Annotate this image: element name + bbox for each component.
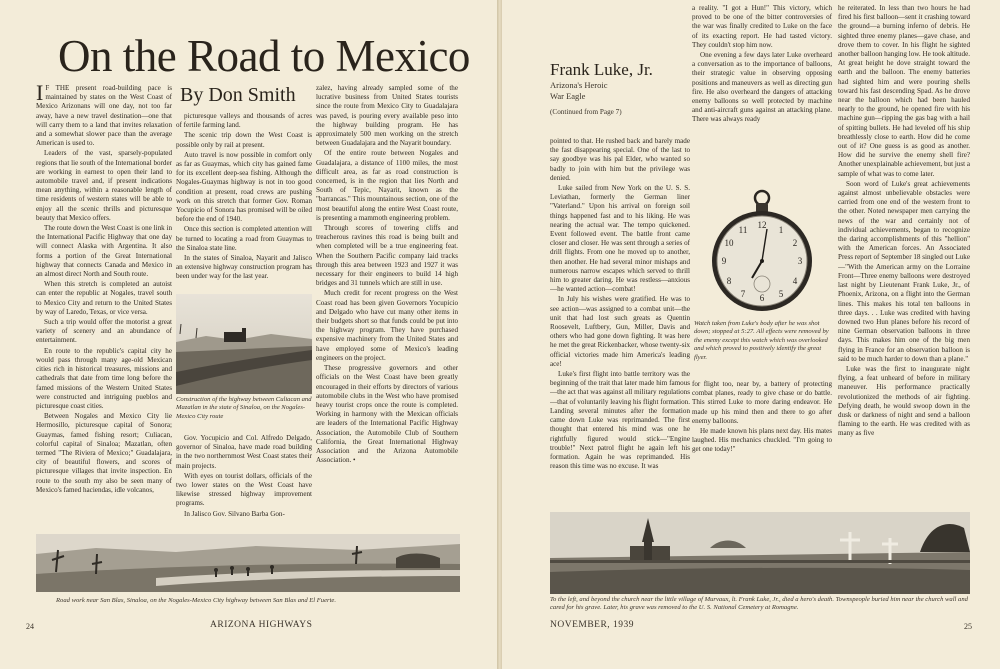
paragraph: Luke was the first to inaugurate night flying, a feat unheard of before in military maneuver. His performance practically revolutionized the methods of air fighting. Defying death, he would swoop down in the dusk or darkness of night and send a balloon flaming to the earth. He was credited with as many as five: [838, 364, 970, 438]
paragraph: Such a trip would offer the motorist a great variety of scenery and an abundance of entertainment.: [36, 318, 172, 345]
left-column-3: [316, 84, 458, 554]
paragraph: I F THE present road-building pace is maintained by states on the West Coast of Mexico Arizonans will one day, not too far away, have a new travel destination—one that will carry them to a land that invites relaxation and a somewhat slower pace than the average American is used to.: [36, 84, 172, 148]
svg-text:9: 9: [721, 256, 727, 266]
road-work-photo: [36, 534, 460, 592]
paragraph: picturesque valleys and thousands of acres of fertile farming land.: [176, 112, 312, 130]
svg-text:4: 4: [792, 276, 798, 286]
paragraph: In Jalisco Gov. Silvano Barba Gon-: [184, 509, 285, 518]
article-title: On the Road to Mexico: [58, 31, 470, 81]
left-page: [0, 0, 498, 669]
svg-text:2: 2: [792, 238, 798, 248]
paragraph: pointed to that. He rushed back and barely made the fast disappearing special. One of the last to say goodbye was his pal Elder, who wanted so badly to join with him but the privilege was denied.: [550, 137, 690, 182]
paragraph: a reality. "I got a Hun!" This victory, which proved to be one of the bitter controversies of the war was finally credited to Luke on the face of its exacting report. He had tasted victory. They couldn't stop him now.: [692, 4, 832, 49]
issue-date: NOVEMBER, 1939: [550, 620, 635, 630]
highway-construction-photo: [176, 294, 312, 394]
svg-text:6: 6: [759, 293, 765, 303]
heading-subtitle: Arizona's Heroic: [550, 80, 608, 90]
svg-text:1: 1: [778, 225, 784, 235]
svg-text:5: 5: [778, 289, 784, 299]
paragraph: When this stretch is completed an autoist can enter the republic at Nogales, travel south to Mexico City and return to the United States by way of Laredo, Texas, or vice versa.: [36, 280, 172, 316]
paragraph: Once this section is completed attention will be turned to locating a road from Guaymas to the Sinaloa state line.: [176, 225, 312, 252]
paragraph: The route down the West Coast is one link in the International Pacific Highway that one day will connect Alaska with Argentina. It also forms a portion of the Great International highway that connects Canada and Mexico in an almost direct North and South route.: [36, 224, 172, 279]
paragraph: zalez, having already sampled some of the lucrative business from United States tourists since the route from Mexico City to Guadalajara was paved, is pouring every available peso into the highway building program. He has approximately 500 men working on the stretch between Guadalajara and the Nayarit boundary.: [316, 84, 458, 148]
magazine-name: ARIZONA HIGHWAYS: [210, 620, 313, 630]
svg-text:7: 7: [740, 289, 746, 299]
paragraph: Leaders of the vast, sparsely-populated regions that lie south of the International border are working in earnest to open their land to automobile travel and, if present indications mean anything, within a reasonable length of time residents of western states will be able to enjoy all the scenic thrills and picturesque beauty that Mexico offers.: [36, 149, 172, 222]
right-page: [502, 0, 1000, 669]
paragraph: One evening a few days later Luke overheard a conversation as to the importance of balloons, their strategic value in observing opposing positions and maneuvers as well as directing gun fire. He also overheard the dangers of attacking enemy balloons so well protected by machine and anti-aircraft guns against an attacking plane. There was always ready: [692, 51, 832, 124]
paragraph: In July his wishes were gratified. He was to see action—was assigned to a combat unit—the unit that had lost such greats as Quentin Roosevelt, Luftbery, Gun, Miller, Davis and others who had gone down fighting. It was here he met the great Rickenbacker, whose twenty-six official victories made him America's leading ace!: [550, 295, 690, 368]
paragraph: The scenic trip down the West Coast is possible only by rail at present.: [176, 131, 312, 149]
right-column-3: [838, 4, 970, 524]
svg-text:11: 11: [738, 225, 748, 235]
bottom-photo-caption: Road work near San Blas, Sinaloa, on the Nogales-Mexico City highway between San Blas and El Fuerte.: [56, 597, 337, 604]
left-column-1: [36, 84, 172, 554]
svg-text:10: 10: [724, 238, 734, 248]
paragraph: Auto travel is now possible in comfort only as far as Guaymas, which city has gained fame for its excellent deep-sea fishing. Although the Nogales-Guaymas highway is not in too good condition at present, road crews are pushing work on this stretch that former Gov. Roman Yocupicio of Sonora has promised will be oiled before the end of 1940.: [176, 150, 312, 224]
paragraph: With eyes on tourist dollars, officials of the two lower states on the West Coast have likewise stressed highway improvement programs.: [176, 471, 312, 508]
continued-note: (Continued from Page 7): [550, 108, 622, 116]
bottom-photo-caption: To the left, and beyond the church near the little village of Murvaux, lt. Frank Luke, Jr., died a hero's death. Townspeople buried him near the church wall and cared for his grave. Later, his grave was removed to the U. S. National Cemetery at Romagne.: [550, 596, 968, 612]
paragraph: Soon word of Luke's great achievements against almost unbelievable obstacles were carried from one end of the western front to the other. Noted newspaper men carrying the news of the war and certainly not of individual achievements, began to recognize the daring accomplishments of this "hellion" with the American forces. An Associated Press report of September 18 singled out Luke—"With the American army on the Lorraine Front—Three enemy balloons were destroyed last night by Lieutenant Frank Luke, Jr., of Phoenix, Arizona, on a flight into the German lines. This makes his total ten balloons in three days. . . Luke was credited with having downed two Hun planes before his record of nine German observation balloons in three days. This makes him one of the big men flying in France for an observation balloon is said to be much harder to down than a plane.": [838, 179, 970, 363]
paragraph: In the states of Sinaloa, Nayarit and Jalisco an extensive highway construction program has been under way for the last year.: [176, 254, 312, 281]
right-column-1: [550, 137, 690, 523]
page-number-left: 24: [26, 622, 34, 631]
paragraph: Luke's first flight into battle territory was the beginning of the trait that later made him famous—the act that was against all military regulations—that of voluntarily leaving his flight formation. Landing several minutes after the formation came down Luke was reprimanded. The first thought that entered his mind was one he rightfully figured would stick—"Engine trouble!" Next patrol flight he again left his formation. Again he was reprimanded. His reason this time was no excuse. It was: [550, 370, 690, 471]
right-column-2-top: [692, 4, 832, 188]
svg-text:8: 8: [726, 276, 732, 286]
pocket-watch-photo: [692, 188, 832, 318]
heading-subtitle: War Eagle: [550, 91, 586, 101]
page-number-right: 25: [964, 622, 972, 631]
paragraph: for flight too, near by, a battery of protecting combat planes, ready to give chase or do battle. This stirred Luke to more daring endeavor. He made up his mind then and there to go after enemy balloons.: [692, 380, 832, 425]
paragraph: he reiterated. In less than two hours he had fired his first balloon—sent it crashing toward the ground—a burning inferno of debris. He sighted three enemy planes—gave chase, and drove them to cover. In his flight he sighted another balloon hanging low. He took altitude. At great height he dove straight toward the earth and the balloon. The enemy batteries had sighted him and were pouring shells toward his fast descending Spad. As he drove near the balloon which had been hauled nearly to the ground, he opened fire with his machine gun—ripping the gas bag with a hail of spitting bullets. He had leveled off his ship breathlessly close to earth. How did he come out of it? One guess is as good as another. How did he survive the enemy shell fire? Another unexplainable achievement, but just a sample of what was to come later.: [838, 4, 970, 178]
watch-caption: Watch taken from Luke's body after he was shot down; stopped at 5:27. All effects were removed by the enemy except this watch which was overlooked and which proved to positively identify the great flyer.: [694, 320, 829, 361]
paragraph: Luke sailed from New York on the U. S. S. Leviathan, formerly the German liner "Vaterland." Upon his arrival on foreign soil things happened fast and to his liking. He was nearing the actual war. The tempo quickened. Event followed event. The battle front came closer and closer. He was sent through a series of drill flights. From one he moved up to another, then another. He had several minor mishaps and numerous narrow escapes which served to thrill him to greater daring. He was restless—anxious—he wanted action—combat!: [550, 184, 690, 294]
article-heading: [550, 60, 653, 116]
paragraph: Between Nogales and Mexico City lie Hermosillo, picturesque capital of Sonora; Guaymas, famed fishing resort; Culiacan, colorful capital of Sinaloa; Mazatlan, often termed "The Riviera of Mexico;" Guadalajara, city of beautiful flowers, and scores of picturesque villages that invite inspection. En route to the south my also be seen many of Mexico's famed haciendas, idle volcanos,: [36, 412, 172, 494]
paragraph: Gov. Yocupicio and Col. Alfredo Delgado, governor of Sinaloa, have made road building in the two northernmost West Coast states their main projects.: [176, 434, 312, 470]
left-column-2-top: [176, 112, 312, 288]
paragraph: These progressive governors and other officials on the West Coast have been greatly encouraged in their efforts by directors of various automobile clubs in the West who have promised heavy tourist crops once the route is completed. Working in harmony with the Mexican officials are leaders of the International Pacific Highway Association, the Automobile Club of Southern California, the Great International Highway Association and the Arizona Automobile Association. •: [316, 364, 458, 465]
photo-caption: Construction of the highway between Culiacan and Mazatlan in the state of Sinaloa, on the Nogales-Mexico City route: [176, 396, 312, 420]
svg-text:3: 3: [797, 256, 803, 266]
murvaux-church-photo: [550, 512, 970, 594]
paragraph: Much credit for recent progress on the West Coast road has been given Governors Yocupicio and Delgado who have cut many other items in their budgets short so that funds could be put into the highway program. They have purchased expensive machinery from the United States and have employed some of Mexico's leading engineers on the project.: [316, 289, 458, 362]
paragraph: Through scores of towering cliffs and treacherous ravines this road is being built and when completed will be a true engineering feat. When the Southern Pacific company laid tracks through this area between 1923 and 1927 it was necessary for their engineers to build 14 high bridges and 31 tunnels which are still in use.: [316, 224, 458, 288]
paragraph: En route to the republic's capital city he would pass through many age-old Mexican cities rich in historical treasures, missions and cathedrals that date from time long before the famed missions of the Western United States were constructed and intriguing pueblos and picturesque coast cities.: [36, 346, 172, 410]
svg-text:12: 12: [757, 220, 767, 230]
article-byline: By Don Smith: [180, 84, 296, 106]
paragraph: He made known his plans next day. His mates laughed. His mechanics chuckled. "I'm going to get one today!": [692, 427, 832, 454]
drop-cap: I: [36, 84, 44, 105]
right-column-2-bottom: [692, 380, 832, 520]
paragraph: Of the entire route between Nogales and Guadalajara, a distance of 1100 miles, the most difficult area, as far as road construction is concerned, is in the region that lies North and South of Tepic, Nayarit, known as the "barrancas." This mountainous section, one of the most beautiful along the entire West Coast route, is presenting a mammoth engineering problem.: [316, 149, 458, 222]
heading-name: Frank Luke, Jr.: [550, 60, 653, 79]
